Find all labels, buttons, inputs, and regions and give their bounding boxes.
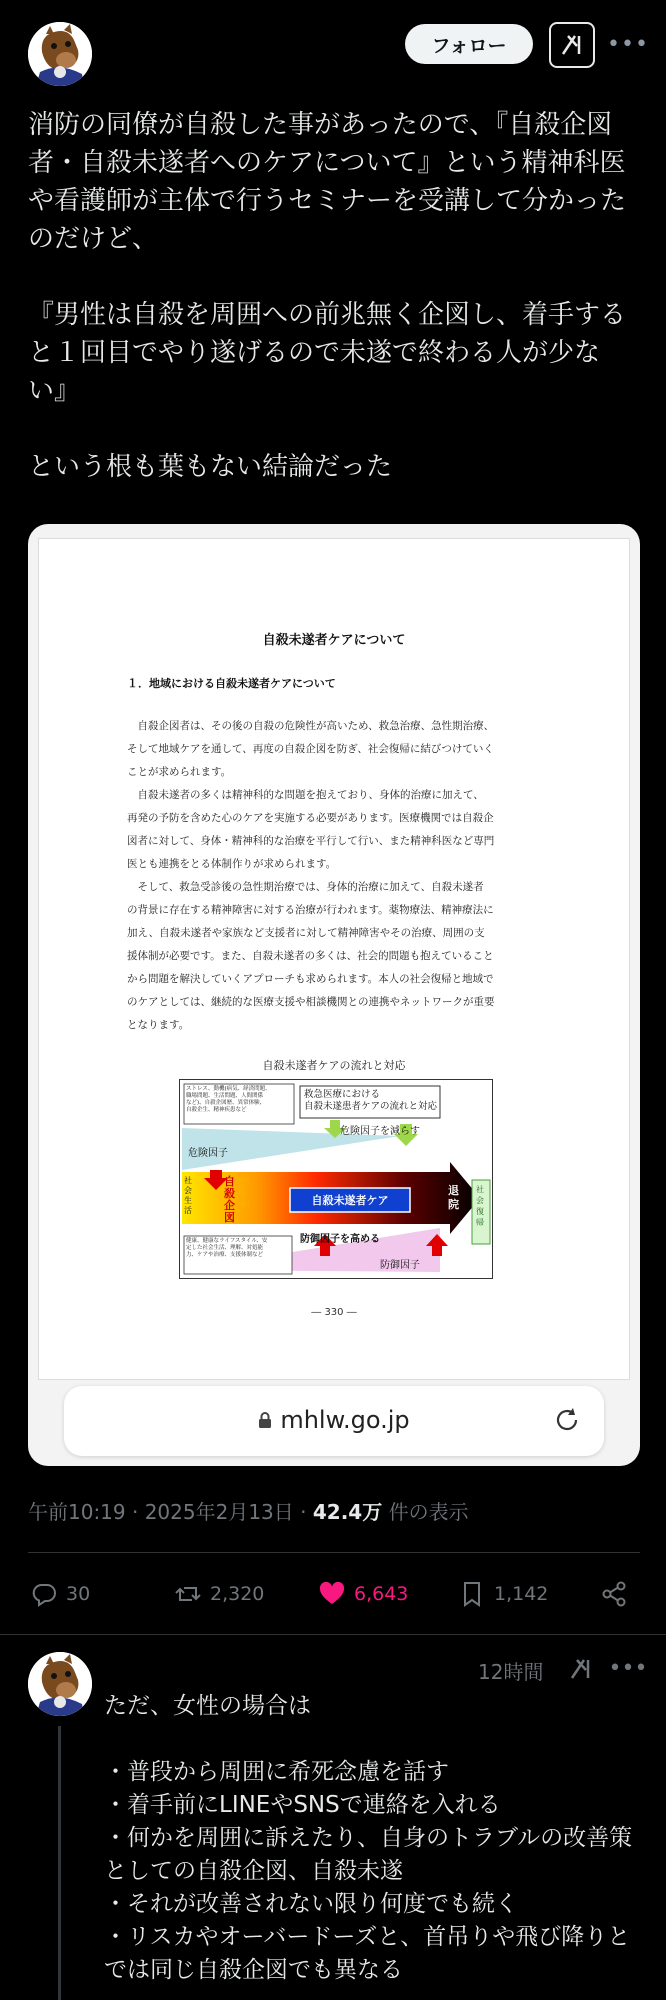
- protective-factors-box: 健康、健康なライフスタイル、安 定した社会生活、理解、対処能 力、ケアや治療、支援体制など: [186, 1238, 268, 1258]
- grok-icon: [559, 32, 585, 58]
- reload-icon[interactable]: [552, 1405, 582, 1435]
- more-options-icon[interactable]: •••: [607, 31, 649, 57]
- repost-icon: [174, 1580, 202, 1608]
- share-button[interactable]: [600, 1572, 628, 1616]
- reply-more-options-icon[interactable]: •••: [608, 1655, 648, 1681]
- risk-factor-label: 危険因子: [188, 1148, 228, 1159]
- bookmark-count: 1,142: [494, 1583, 549, 1605]
- diagram-title: 自殺未遂者ケアの流れと対応: [262, 1059, 406, 1072]
- follow-button[interactable]: フォロー: [405, 24, 533, 64]
- repost-button[interactable]: [174, 1572, 264, 1616]
- social-life-label: 社会生活: [184, 1176, 192, 1215]
- lock-icon: [258, 1411, 272, 1429]
- reduce-risk-label: 危険因子を減らす: [340, 1126, 420, 1137]
- social-return-label: 社会復帰: [476, 1185, 484, 1227]
- document-title: 自殺未遂者ケアについて: [262, 633, 406, 648]
- suicide-attempt-label: 自殺企図: [224, 1175, 235, 1224]
- repost-count: 2,320: [210, 1583, 265, 1605]
- reply-author-avatar[interactable]: [28, 1652, 92, 1716]
- media-card[interactable]: [28, 524, 640, 1466]
- page-number: ― 330 ―: [311, 1307, 357, 1318]
- horse-avatar-icon: [28, 1652, 92, 1716]
- reply-icon: [30, 1580, 58, 1608]
- action-bar: [28, 1572, 640, 1616]
- grok-button[interactable]: [549, 22, 595, 68]
- share-icon: [600, 1580, 628, 1608]
- care-flow-diagram: [179, 1079, 493, 1279]
- reply-timestamp: 12時間: [478, 1660, 544, 1684]
- discharge-label: 退院: [448, 1184, 459, 1211]
- author-avatar[interactable]: [28, 22, 92, 86]
- bookmark-button[interactable]: [458, 1572, 548, 1616]
- like-count: 6,643: [354, 1583, 409, 1605]
- care-label: 自殺未遂者ケア: [311, 1194, 389, 1207]
- reply-text: ただ、女性の場合は ・普段から周囲に希死念慮を話す ・着手前にLINEやSNSで連絡を入れる ・何かを周囲に訴えたり、自身のトラブルの改善策としての自殺企図、自殺未遂 ・それが改善されない限り何度でも続く ・リスカやオーバードーズと、首吊りや飛び降りとでは同じ自殺企図でも異なる: [104, 1693, 633, 1983]
- stress-factors-box: ストレス、動機(病気、経済問題、 職場問題、生活問題、人間関係 など)、自殺企図歴、異常体験、 自殺企生、精神疾患など: [186, 1086, 271, 1113]
- divider: [28, 1552, 640, 1553]
- emergency-care-box: 救急医療における 自殺未遂患者ケアの流れと対応: [304, 1089, 438, 1112]
- document-section-heading: １．地域における自殺未遂者ケアについて: [127, 677, 336, 690]
- reply-button[interactable]: [30, 1572, 90, 1616]
- post-meta: [28, 1496, 469, 1525]
- bookmark-icon: [458, 1580, 486, 1608]
- thread-line: [58, 1726, 61, 2000]
- browser-url: mhlw.go.jp: [280, 1406, 410, 1434]
- document-page: [38, 538, 630, 1380]
- post-timestamp: 午前10:19 · 2025年2月13日 ·: [28, 1500, 313, 1524]
- view-label: 件の表示: [382, 1500, 469, 1524]
- protective-factor-label: 防御因子: [380, 1260, 420, 1271]
- raise-protective-label: 防御因子を高める: [300, 1234, 380, 1245]
- heart-icon: [318, 1580, 346, 1608]
- grok-icon[interactable]: [568, 1656, 594, 1682]
- emergency-visit-label: (救急受診): [240, 1176, 250, 1208]
- divider: [0, 1634, 666, 1635]
- post-text: 消防の同僚が自殺した事があったので、『自殺企図者・自殺未遂者へのケアについて』という精神科医や看護師が主体で行うセミナーを受講して分かったのだけど、 『男性は自殺を周囲への前兆無く企図し、着手すると１回目でやり遂げるので未遂で終わる人が少ない』 という根も葉もない結論だった: [28, 110, 627, 482]
- browser-url-bar[interactable]: [64, 1386, 604, 1456]
- view-count: 42.4万: [312, 1500, 383, 1524]
- document-body: 自殺企図者は、その後の自殺の危険性が高いため、救急治療、急性期治療、 そして地域ケアを通して、再度の自殺企図を防ぎ、社会復帰に結びつけていく ことが求められます。 自殺未遂者の多くは精神科的な問題を抱えており、身体的治療に加えて、 再発の予防を含めた心のケアを実施する必要があります。医療機関では自殺企 図者に対して、身体・精神科的な治療を平行して行い、また精神科医など専門 医とも連携をとる体制作りが求められます。 そして、救急受診後の急性期治療では、身体的治療に加えて、自殺未遂者 の背景に存在する精神障害に対する治療が行われます。薬物療法、精神療法に 加え、自殺未遂者や家族など支援者に対して精神障害やその治療、周囲の支 援体制が必要です。また、自殺未遂者の多くは、社会的問題も抱えていること から問題を解決していくアプローチも求められます。本人の社会復帰と地域で のケアとしては、継続的な医療支援や相談機関との連携やネットワークが重要 となります。: [127, 720, 495, 1031]
- reply-count: 30: [66, 1583, 91, 1605]
- horse-avatar-icon: [28, 22, 92, 86]
- like-button[interactable]: [318, 1572, 408, 1616]
